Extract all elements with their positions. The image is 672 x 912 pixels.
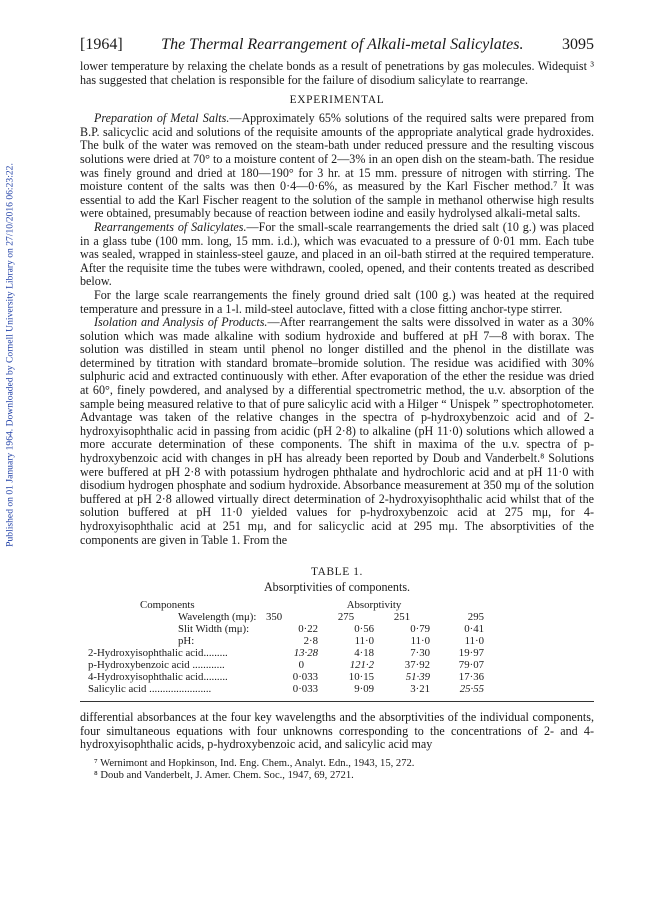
component-name: 2-Hydroxyisophthalic acid.........	[88, 647, 228, 660]
footnote-number: ⁷	[94, 757, 98, 769]
table-row	[88, 647, 484, 659]
footnote-text: Doub and Vanderbelt, J. Amer. Chem. Soc., 1947, 69, 2721.	[100, 770, 354, 782]
isolation-title: Isolation and Analysis of Products.	[94, 315, 268, 330]
head-absorptivity: Absorptivity	[346, 599, 402, 612]
isolation-text: —After rearrangement the salts were dissolved in water as a 30% solution which was made alkaline with sodium hydroxide and buffered at pH 7—8 with borax. The solution was distilled in steam until phenol no longer distilled and the phenol in the distillate was determined by titration with standard bromate–bromide solution. The residue was acidified with 30% sulphuric acid and extracted continuously with ether. After evaporation of the ether the residue was dried at 60°, finely powdered, and analysed by a differential spectrometric method, the u.v. absorption of the sample being measured relative to that of pure salicylic acid with a Hilger “ Unispek ” spectrophotometer. Advantage was taken of the relative changes in the spectra of p-hydroxybenzoic acid and of 2-hydroxyisophthalic acid in passing from acidic (pH 2·8) to alkaline (pH 11·0) solutions which allowed a more accurate determination of these components. The shift in maxima of the u.v. spectra of p-hydroxybenzoic acid with changes in pH has already been reported by Doub and Vanderbelt.⁸ Solutions were buffered at pH 2·8 with potassium hydrogen phthalate and hydrochloric acid and at pH 11·0 with disodium hydrogen phosphate and sodium hydroxide. Absorbance measurement at 350 mμ of the solution buffered at pH 2·8 allowed virtually direct determination of 2-hydroxyisophthalic acid whilst that of the solution buffered at pH 11·0 yielded values for p-hydroxybenzoic acid at 275 mμ, for 4-hydroxyisophthalic acid at 251 mμ, and for salicyclic acid at 295 mμ. The absorptivities of the components are given in Table 1. From the	[80, 315, 594, 547]
table-cell: 0·41	[464, 623, 484, 636]
running-header	[80, 36, 594, 54]
head-components: Components	[140, 599, 195, 612]
table-cell: 13·28	[293, 647, 318, 660]
table-cell: 11·0	[354, 635, 374, 648]
table-cell: 0·033	[292, 683, 318, 696]
table-row	[88, 659, 484, 671]
footnote-number: ⁸	[94, 770, 98, 782]
page-number: 3095	[562, 36, 594, 53]
table-cell: 3·21	[410, 683, 430, 696]
download-notice	[2, 110, 18, 600]
download-notice-text: Published on 01 January 1964. Downloaded by Cornell University Library on 27/10/2016 06:23:22.	[4, 163, 16, 547]
rearrangement-text: —For the small-scale rearrangements the dried salt (10 g.) was placed in a glass tube (100 mm. long, 15 mm. i.d.), which was evacuated to a pressure of 0·01 mm. Each tube was sealed, wrapped in stainless-steel gauze, and placed in an oil-bath stirred at the required temperature. After the requisite time the tubes were withdrawn, cooled, opened, and their contents treated as described below.	[80, 219, 594, 289]
table-cell: 51·39	[405, 671, 430, 684]
table-cell: 37·92	[404, 659, 430, 672]
param-row	[88, 611, 484, 623]
table-caption: Absorptivities of components.	[263, 580, 411, 595]
footnote-7	[94, 758, 594, 770]
table-cell: 295	[467, 611, 484, 624]
table-cell: 350	[266, 611, 283, 624]
section-heading: EXPERIMENTAL	[289, 94, 385, 107]
table-cell: 251	[393, 611, 411, 624]
table-cell: 10·15	[348, 671, 374, 684]
param-label: pH:	[178, 635, 195, 648]
absorptivity-table	[88, 599, 484, 611]
table-cell: 25·55	[459, 683, 484, 696]
preparation-title: Preparation of Metal Salts.	[94, 111, 230, 126]
table-cell: 19·97	[458, 647, 484, 660]
table-cell: 79·07	[458, 659, 484, 672]
rearrangement-paragraph	[80, 221, 594, 289]
param-row	[88, 623, 484, 635]
table-cell: 0·79	[410, 623, 430, 636]
intro-paragraph: lower temperature by relaxing the chelate bonds as a result of penetrations by gas molecules. Widequist ³ has suggested that chelation is responsible for the failure of disodium salicylate to rearrange.	[80, 59, 594, 87]
isolation-paragraph	[80, 316, 594, 547]
param-label: Slit Width (mμ):	[178, 623, 250, 636]
header-title: The Thermal Rearrangement of Alkali-metal Salicylates.	[161, 36, 524, 53]
table-cell: 0	[298, 659, 304, 672]
table-cell: 275	[337, 611, 355, 624]
preparation-paragraph	[80, 112, 594, 221]
table-cell: 0·56	[354, 623, 374, 636]
table-divider	[80, 701, 594, 702]
table-cell: 2·8	[303, 635, 318, 648]
large-scale-paragraph: For the large scale rearrangements the finely ground dried salt (100 g.) was heated at the required temperature and pressure in a 1-l. mild-steel autoclave, fitted with a close fitting anchor-type stirrer.	[80, 287, 594, 316]
header-year: [1964]	[80, 36, 123, 53]
table-cell: 9·09	[354, 683, 374, 696]
param-label: Wavelength (mμ):	[178, 611, 257, 624]
table-cell: 11·0	[464, 635, 484, 648]
table-cell: 0·033	[292, 671, 318, 684]
table-cell: 121·2	[349, 659, 374, 672]
page	[80, 36, 594, 782]
table-cell: 11·0	[410, 635, 430, 648]
table-cell: 17·36	[458, 671, 484, 684]
component-name: p-Hydroxybenzoic acid ............	[88, 659, 225, 672]
table-cell: 4·18	[354, 647, 374, 660]
table-row	[88, 671, 484, 683]
preparation-text: —Approximately 65% solutions of the required salts were prepared from B.P. salicyclic acid and solutions of the requisite amounts of the appropriate analytical grade hydroxides. The bulk of the water was removed on the steam-bath under reduced pressure and the resulting viscous solutions were dried at 70° to a moisture content of 2—3% in an open dish on the steam-bath. The residue was finely ground and dried at 180—190° for 3 hr. at 15 mm. pressure of nitrogen with stirring. The moisture content of the salts was then 0·4—0·6%, as measured by the Karl Fischer method.⁷ It was essential to add the Karl Fischer reagent to the solution of the sample in methanol otherwise high results were obtained, presumably because of reaction between iodine and easily hydrolysed alkali-metal salts.	[80, 111, 594, 221]
table-title: TABLE 1.	[311, 566, 363, 579]
rearrangement-title: Rearrangements of Salicylates.	[94, 219, 247, 234]
footnote-text: Wernimont and Hopkinson, Ind. Eng. Chem., Analyt. Edn., 1943, 15, 272.	[100, 757, 415, 769]
component-name: 4-Hydroxyisophthalic acid.........	[88, 671, 228, 684]
closing-paragraph: differential absorbances at the four key wavelengths and the absorptivities of the individual components, four simultaneous equations with four unknowns corresponding to the concentrations of 2- and 4-hydroxyisophthalic acids, p-hydroxybenzoic acid, and salicylic acid may	[80, 710, 594, 752]
param-table	[88, 611, 484, 695]
table-row	[88, 683, 484, 695]
table-cell: 7·30	[410, 647, 430, 660]
table-cell: 0·22	[298, 623, 318, 636]
footnotes	[80, 758, 594, 782]
component-name: Salicylic acid .......................	[88, 683, 212, 696]
footnote-8	[94, 770, 594, 782]
table-head-row	[88, 599, 484, 611]
param-row	[88, 635, 484, 647]
